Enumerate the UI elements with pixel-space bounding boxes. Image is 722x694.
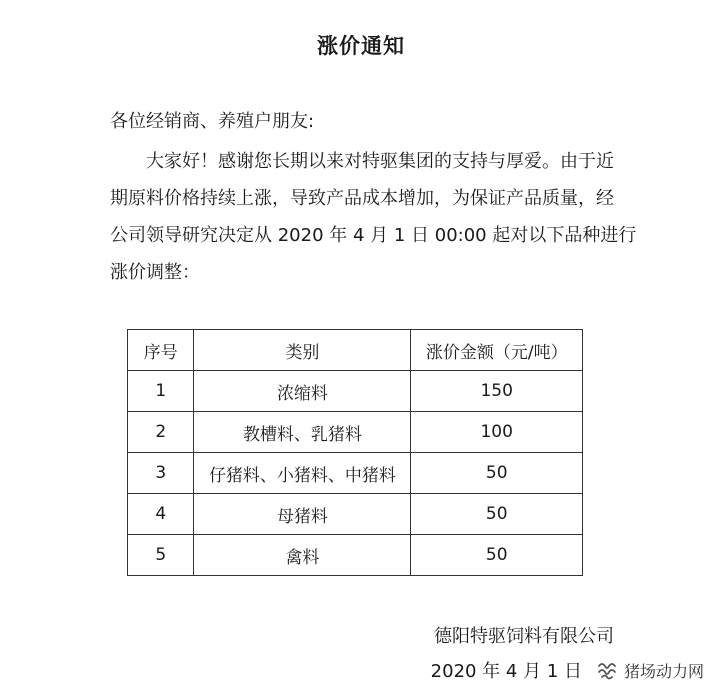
signature-date: 2020 年 4 月 1 日 bbox=[430, 661, 582, 682]
notice-body-line: 公司领导研究决定从 2020 年 4 月 1 日 00:00 起对以下品种进行 bbox=[110, 225, 637, 246]
row-serial-number: 3 bbox=[128, 453, 194, 494]
row-category: 母猪料 bbox=[194, 494, 411, 535]
row-amount: 50 bbox=[411, 535, 583, 576]
row-amount: 50 bbox=[411, 453, 583, 494]
row-category: 教槽料、乳猪料 bbox=[194, 412, 411, 453]
row-serial-number: 1 bbox=[128, 371, 194, 412]
table-row bbox=[128, 535, 583, 576]
row-serial-number: 2 bbox=[128, 412, 194, 453]
row-category: 仔猪料、小猪料、中猪料 bbox=[194, 453, 411, 494]
notice-body-line: 涨价调整： bbox=[110, 262, 200, 283]
row-serial-number: 4 bbox=[128, 494, 194, 535]
header-serial-number: 序号 bbox=[128, 330, 194, 371]
table-row bbox=[128, 453, 583, 494]
row-amount: 50 bbox=[411, 494, 583, 535]
row-category: 禽料 bbox=[194, 535, 411, 576]
notice-greeting: 各位经销商、养殖户朋友: bbox=[110, 111, 315, 132]
price-adjustment-table bbox=[127, 329, 583, 576]
table-row bbox=[128, 371, 583, 412]
table-row bbox=[128, 494, 583, 535]
notice-title: 涨价通知 bbox=[317, 34, 405, 58]
header-category: 类别 bbox=[194, 330, 411, 371]
source-watermark bbox=[590, 657, 710, 684]
row-amount: 100 bbox=[411, 412, 583, 453]
row-serial-number: 5 bbox=[128, 535, 194, 576]
signature-company: 德阳特驱饲料有限公司 bbox=[434, 626, 614, 647]
table-row bbox=[128, 412, 583, 453]
watermark-text: 猪场动力网 bbox=[623, 662, 704, 681]
table-header-row bbox=[128, 330, 583, 371]
wechat-channel-icon bbox=[596, 660, 618, 682]
notice-body bbox=[110, 143, 637, 291]
header-increase-amount: 涨价金额（元/吨） bbox=[411, 330, 583, 371]
notice-body-line: 大家好！感谢您长期以来对特驱集团的支持与厚爱。由于近 bbox=[146, 151, 614, 172]
notice-body-line: 期原料价格持续上涨，导致产品成本增加，为保证产品质量，经 bbox=[110, 188, 614, 209]
row-amount: 150 bbox=[411, 371, 583, 412]
row-category: 浓缩料 bbox=[194, 371, 411, 412]
